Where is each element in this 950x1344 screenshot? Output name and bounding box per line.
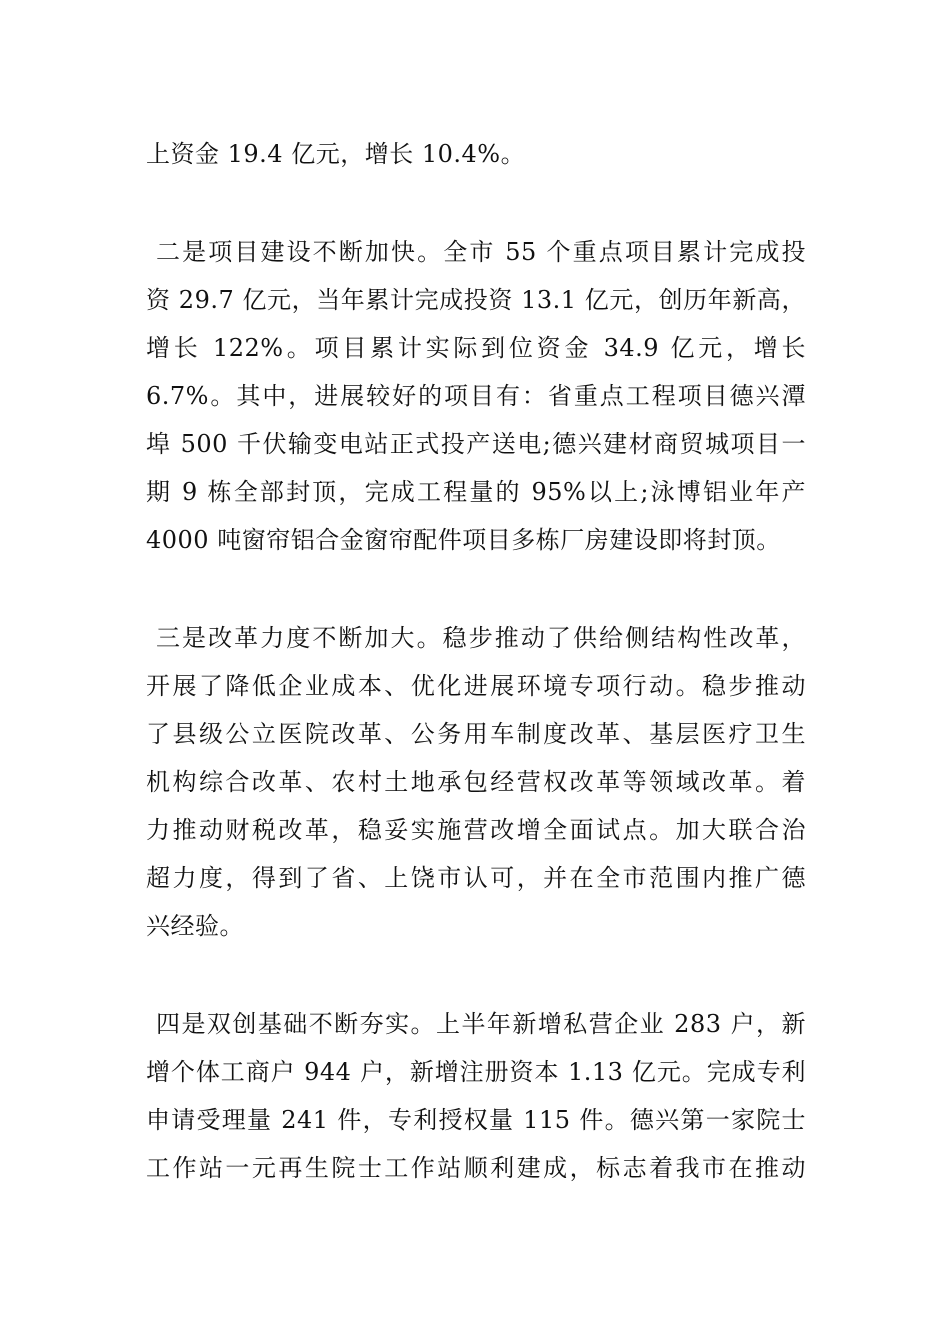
- text-line: 4000 吨窗帘铝合金窗帘配件项目多栋厂房建设即将封顶。: [146, 526, 781, 554]
- text-line: 三是改革力度不断加大。稳步推动了供给侧结构性改革，: [156, 624, 806, 652]
- text-line: 二是项目建设不断加快。全市 55 个重点项目累计完成投: [156, 238, 806, 266]
- text-line: 埠 500 千伏输变电站正式投产送电;德兴建材商贸城项目一: [146, 430, 806, 458]
- text-line: 开展了降低企业成本、优化进展环境专项行动。稳步推动: [146, 672, 806, 700]
- paragraph-gap: [146, 950, 806, 1000]
- text-line: 上资金 19.4 亿元，增长 10.4%。: [146, 140, 526, 168]
- text-line: 超力度，得到了省、上饶市认可，并在全市范围内推广德: [146, 864, 806, 892]
- paragraph-2-body: [146, 276, 806, 564]
- text-line: 期 9 栋全部封顶，完成工程量的 95%以上;泳博铝业年产: [146, 478, 806, 506]
- document-page: [146, 130, 806, 1192]
- text-line: 资 29.7 亿元，当年累计完成投资 13.1 亿元，创历年新高，: [146, 286, 806, 314]
- text-line: 工作站一元再生院士工作站顺利建成，标志着我市在推动: [146, 1154, 806, 1182]
- text-line: 机构综合改革、农村土地承包经营权改革等领域改革。着: [146, 768, 806, 796]
- paragraph-3: [146, 614, 806, 662]
- text-line: 申请受理量 241 件，专利授权量 115 件。德兴第一家院士: [146, 1106, 806, 1134]
- paragraph-3-body: [146, 662, 806, 950]
- paragraph-4: [146, 1000, 806, 1048]
- text-line: 了县级公立医院改革、公务用车制度改革、基层医疗卫生: [146, 720, 806, 748]
- text-line: 兴经验。: [146, 912, 244, 940]
- text-line: 力推动财税改革，稳妥实施营改增全面试点。加大联合治: [146, 816, 806, 844]
- paragraph-4-body: [146, 1048, 806, 1192]
- paragraph-2: [146, 228, 806, 276]
- paragraph-gap: [146, 178, 806, 228]
- text-line: 6.7%。其中，进展较好的项目有：省重点工程项目德兴潭: [146, 382, 806, 410]
- text-line: 增个体工商户 944 户，新增注册资本 1.13 亿元。完成专利: [146, 1058, 806, 1086]
- paragraph-1: [146, 130, 806, 178]
- paragraph-gap: [146, 564, 806, 614]
- text-line: 增长 122%。项目累计实际到位资金 34.9 亿元，增长: [146, 334, 806, 362]
- text-line: 四是双创基础不断夯实。上半年新增私营企业 283 户，新: [156, 1010, 806, 1038]
